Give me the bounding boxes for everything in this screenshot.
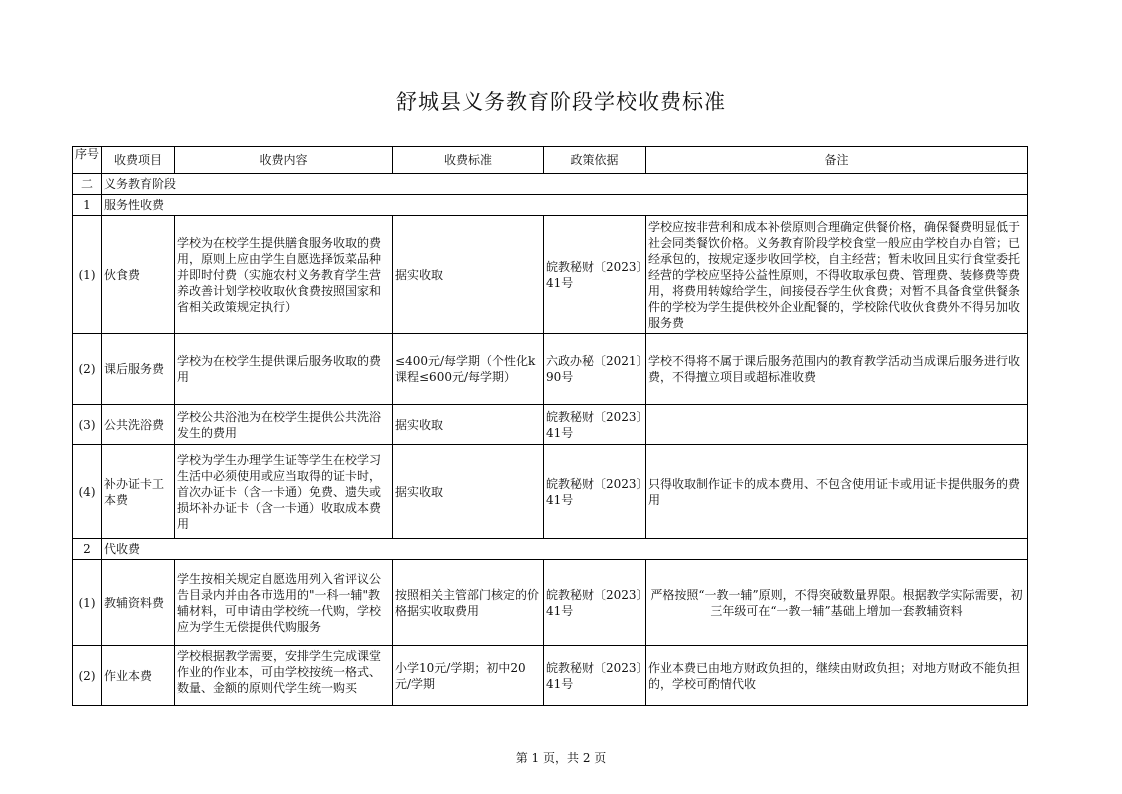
row-standard: 据实收取	[393, 405, 544, 445]
header-standard: 收费标准	[393, 147, 544, 174]
row-item: 伙食费	[102, 216, 175, 334]
row-item: 作业本费	[102, 646, 175, 706]
header-no: 序号	[73, 147, 102, 174]
row-no: (4)	[73, 445, 102, 539]
row-note: 作业本费已由地方财政负担的，继续由财政负担；对地方财政不能负担的，学校可酌情代收	[646, 646, 1028, 706]
row-standard: 小学10元/学期；初中20元/学期	[393, 646, 544, 706]
row-content	[175, 560, 393, 646]
table-row	[73, 445, 1028, 539]
row-no: (1)	[73, 216, 102, 334]
group-row	[73, 539, 1028, 560]
table-row	[73, 216, 1028, 334]
row-content-text: 学生按相关规定自愿选用列入省评议公告目录内并由各市选用的"一科一辅"教辅材料，可申请由学校统一代购，学校应为学生无偿提供代购服务	[177, 571, 382, 634]
table-row	[73, 405, 1028, 445]
row-standard: 按照相关主管部门核定的价格据实收取费用	[393, 560, 544, 646]
row-note: 只得收取制作证卡的成本费用、不包含使用证卡或用证卡提供服务的费用	[646, 445, 1028, 539]
table-header-row	[73, 147, 1028, 174]
row-content	[175, 646, 393, 706]
table-row	[73, 334, 1028, 405]
group-no: 2	[73, 539, 102, 560]
row-content: 学校公共浴池为在校学生提供公共洗浴发生的费用	[175, 405, 393, 445]
table-row	[73, 646, 1028, 706]
row-note-text: 严格按照“一教一辅”原则，不得突破数量界限。根据教学实际需要，初三年级可在“一教一辅”基础上增加一套教辅资料	[650, 587, 1023, 618]
row-note: 学校应按非营利和成本补偿原则合理确定供餐价格，确保餐费明显低于社会同类餐饮价格。义务教育阶段学校食堂一般应由学校自办自管；已经承包的，按规定逐步收回学校，自主经营；暂未收回且实行食堂委托经营的学校应坚持公益性原则，不得收取承包费、管理费、装修费等费用，将费用转嫁给学生，间接侵吞学生伙食费；对暂不具备食堂供餐条件的学校为学生提供校外企业配餐的，学校除代收伙食费外不得另加收服务费	[646, 216, 1028, 334]
row-item: 课后服务费	[102, 334, 175, 405]
row-standard: ≤400元/每学期（个性化k课程≤600元/每学期）	[393, 334, 544, 405]
row-content: 学校为在校学生提供课后服务收取的费用	[175, 334, 393, 405]
row-item: 补办证卡工本费	[102, 445, 175, 539]
row-standard: 据实收取	[393, 445, 544, 539]
group-label: 服务性收费	[102, 195, 1028, 216]
section-no: 二	[73, 174, 102, 195]
page-title: 舒城县义务教育阶段学校收费标准	[396, 90, 726, 114]
header-item: 收费项目	[102, 147, 175, 174]
row-note	[646, 405, 1028, 445]
row-content: 学校为学生办理学生证等学生在校学习生活中必须使用或应当取得的证卡时，首次办证卡（含一卡通）免费、遗失或损坏补办证卡（含一卡通）收取成本费用	[175, 445, 393, 539]
row-basis: 皖教秘财〔2023〕41号	[544, 405, 646, 445]
row-basis: 皖教秘财〔2023〕41号	[544, 646, 646, 706]
row-standard: 据实收取	[393, 216, 544, 334]
row-no: (1)	[73, 560, 102, 646]
row-note: 学校不得将不属于课后服务范围内的教育教学活动当成课后服务进行收费，不得擅立项目或超标准收费	[646, 334, 1028, 405]
header-basis: 政策依据	[544, 147, 646, 174]
fee-standards-table	[72, 146, 1028, 706]
row-basis: 皖教秘财〔2023〕41号	[544, 216, 646, 334]
row-basis: 皖教秘财〔2023〕41号	[544, 560, 646, 646]
row-item: 教辅资料费	[102, 560, 175, 646]
group-row	[73, 195, 1028, 216]
row-no: (2)	[73, 646, 102, 706]
row-note	[646, 560, 1028, 646]
section-label: 义务教育阶段	[102, 174, 1028, 195]
page-footer: 第 1 页，共 2 页	[515, 751, 607, 765]
section-row	[73, 174, 1028, 195]
row-basis: 皖教秘财〔2023〕41号	[544, 445, 646, 539]
row-item: 公共洗浴费	[102, 405, 175, 445]
row-no: (3)	[73, 405, 102, 445]
group-label: 代收费	[102, 539, 1028, 560]
row-content: 学校为在校学生提供膳食服务收取的费用，原则上应由学生自愿选择饭菜品种并即时付费（实施农村义务教育学生营养改善计划学校收取伙食费按照国家和省相关政策规定执行）	[175, 216, 393, 334]
row-no: (2)	[73, 334, 102, 405]
row-content-text: 学校根据教学需要，安排学生完成课堂作业的作业本，可由学校按统一格式、数量、金额的原则代学生统一购买	[177, 649, 382, 695]
header-note: 备注	[646, 147, 1028, 174]
group-no: 1	[73, 195, 102, 216]
row-basis: 六政办秘〔2021〕90号	[544, 334, 646, 405]
table-row	[73, 560, 1028, 646]
header-content: 收费内容	[175, 147, 393, 174]
